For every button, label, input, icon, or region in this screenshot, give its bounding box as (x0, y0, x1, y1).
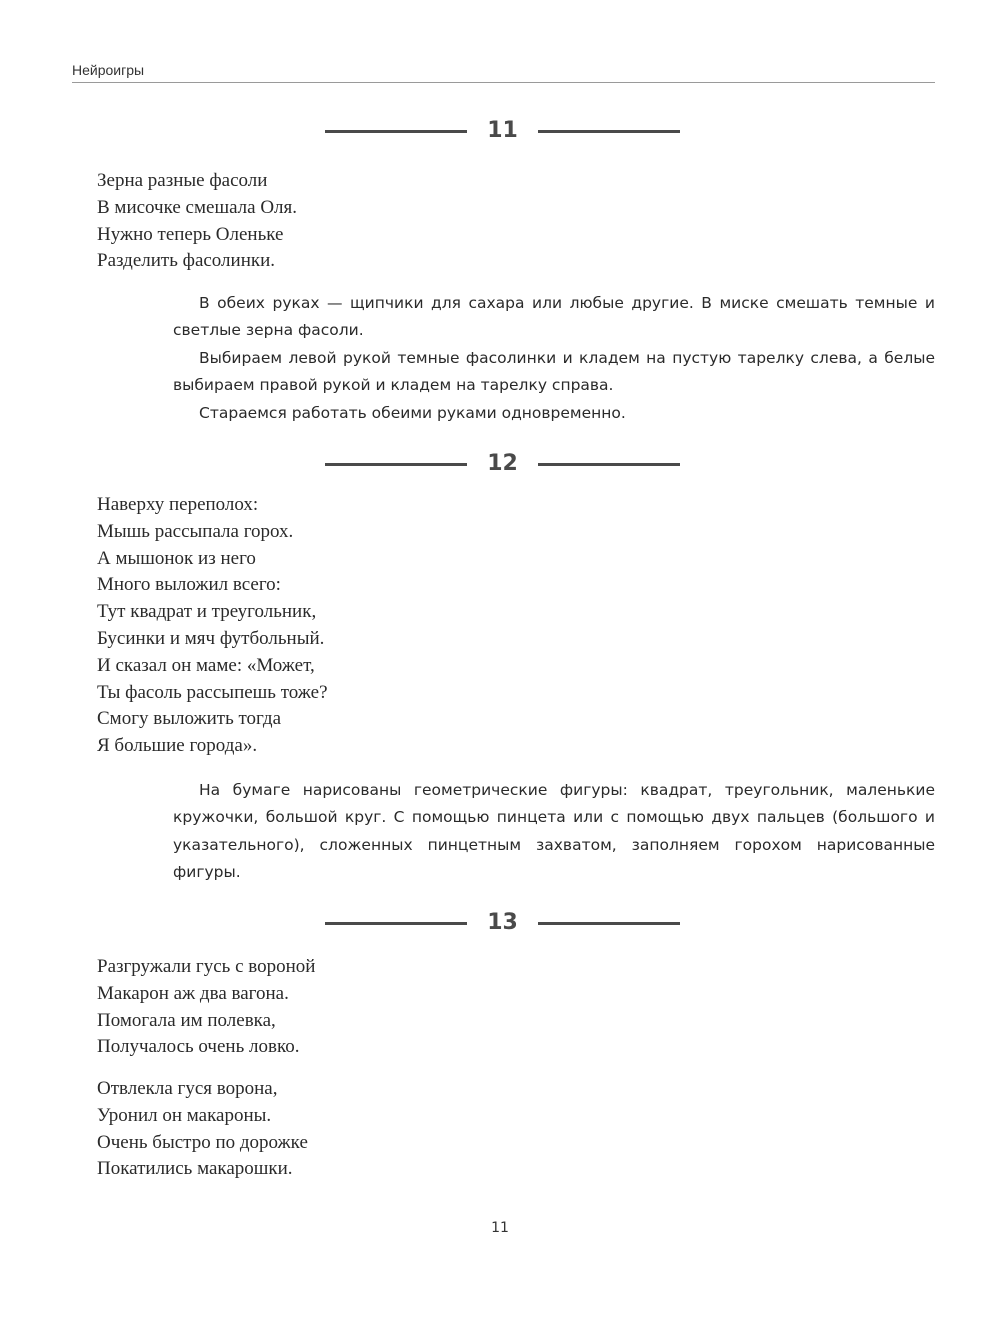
poem-11 (97, 168, 297, 275)
poem-line: Покатились макарошки. (97, 1158, 293, 1180)
poem-line: Много выложил всего: (97, 574, 281, 596)
poem-line: Получалось очень ловко. (97, 1036, 300, 1058)
poem-line: Уронил он макароны. (97, 1104, 272, 1126)
instructions-12 (173, 777, 935, 887)
poem-line: Бусинки и мяч футбольный. (97, 627, 325, 649)
heading-rule-left (325, 463, 467, 466)
poem-line: Ты фасоль рассыпешь тоже? (97, 681, 328, 703)
section-heading-13 (0, 906, 1000, 940)
section-number: 12 (487, 451, 518, 476)
paragraph: Стараемся работать обеими руками одновременно. (199, 403, 626, 422)
poem-line: В мисочке смешала Оля. (97, 196, 298, 218)
paragraph: На бумаге нарисованы геометрические фигуры: квадрат, треугольник, маленькие кружочки, большой круг. С помощью пинцета или с помощью двух пальцев (большого и указательного), сложенных пинцетным захватом, заполняем горохом нарисованные фигуры. (173, 781, 935, 882)
poem-13-stanza-1 (97, 954, 315, 1061)
header-rule (72, 82, 935, 83)
paragraph: Выбираем левой рукой темные фасолинки и кладем на пустую тарелку слева, а белые выбираем правой рукой и кладем на тарелку справа. (173, 348, 935, 395)
page-number: 11 (491, 1220, 509, 1236)
poem-line: Зерна разные фасоли (97, 170, 268, 191)
poem-line: Макарон аж два вагона. (97, 982, 289, 1004)
poem-line: Отвлекла гуся ворона, (97, 1078, 278, 1099)
heading-rule-right (538, 922, 680, 925)
instructions-11 (173, 290, 935, 427)
poem-line: Нужно теперь Оленьке (97, 223, 284, 245)
poem-line: Я большие города». (97, 735, 258, 757)
poem-line: А мышонок из него (97, 547, 256, 569)
section-number: 11 (487, 118, 518, 143)
poem-line: Разделить фасолинки. (97, 250, 276, 272)
poem-line: Наверху переполох: (97, 494, 259, 515)
paragraph: В обеих руках — щипчики для сахара или любые другие. В миске смешать темные и светлые зерна фасоли. (173, 294, 935, 340)
heading-rule-right (538, 463, 680, 466)
heading-rule-right (538, 130, 680, 133)
poem-line: Мышь рассыпала горох. (97, 520, 294, 542)
heading-rule-left (325, 922, 467, 925)
running-head: Нейроигры (72, 62, 145, 78)
poem-line: Разгружали гусь с вороной (97, 956, 316, 977)
poem-line: И сказал он маме: «Может, (97, 654, 315, 676)
poem-line: Смогу выложить тогда (97, 708, 281, 730)
poem-13-stanza-2 (97, 1076, 308, 1183)
section-number: 13 (487, 910, 518, 935)
poem-12 (97, 492, 328, 760)
section-heading-11 (0, 114, 1000, 148)
poem-line: Тут квадрат и треугольник, (97, 601, 317, 623)
heading-rule-left (325, 130, 467, 133)
poem-line: Очень быстро по дорожке (97, 1131, 308, 1153)
poem-line: Помогала им полевка, (97, 1009, 276, 1031)
section-heading-12 (0, 447, 1000, 481)
